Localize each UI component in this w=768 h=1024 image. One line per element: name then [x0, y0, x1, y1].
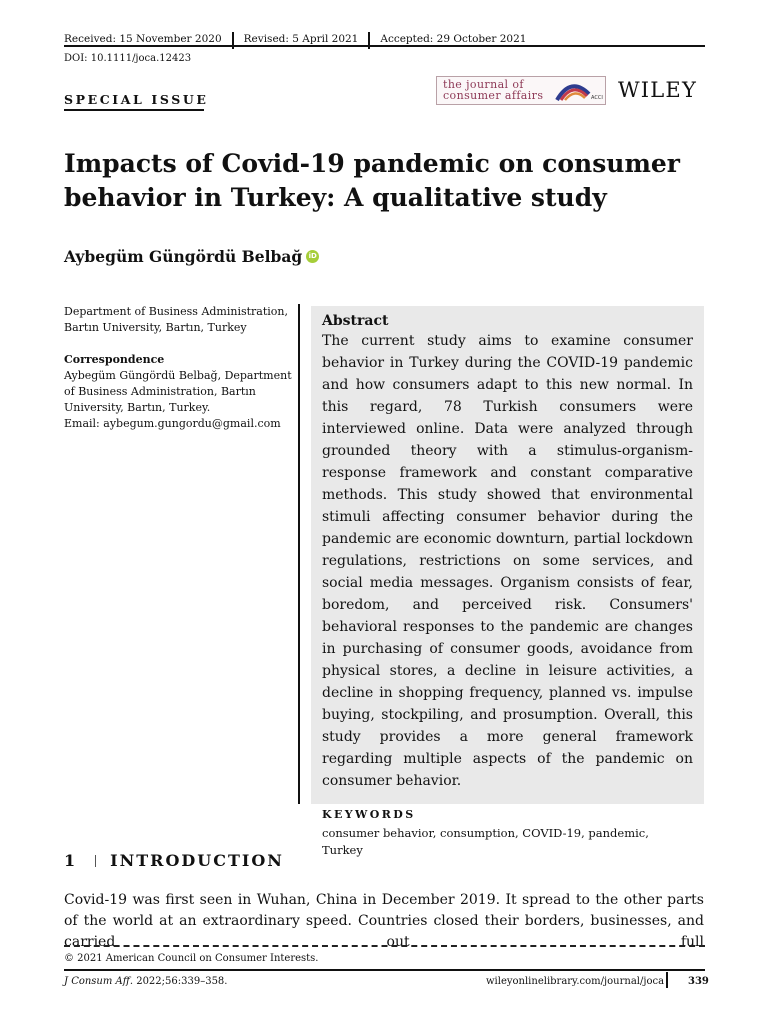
- keywords-list: consumer behavior, consumption, COVID-19, pandemic, Turkey: [322, 826, 649, 857]
- page-separator: [666, 972, 668, 988]
- journal-logo-line1: the journal of: [443, 78, 524, 91]
- correspondence-heading: Correspondence: [64, 353, 165, 366]
- section-title: INTRODUCTION: [110, 851, 284, 870]
- affiliation-text: Department of Business Administration, Bartın University, Bartın, Turkey: [64, 305, 289, 334]
- received-date: Received: 15 November 2020: [64, 32, 222, 45]
- footer-dashed-rule: [64, 945, 705, 947]
- keywords-heading: KEYWORDS: [322, 808, 416, 821]
- section-underline: [64, 109, 204, 111]
- publisher-logo[interactable]: WILEY: [618, 78, 698, 102]
- top-rule: [64, 45, 705, 47]
- page-number: 339: [688, 976, 709, 987]
- abstract-text: The current study aims to examine consumer behavior in Turkey during the COVID-19 pandemic and how consumers adapt to this new normal. In this regard, 78 Turkish consumers were interviewed online. Data were analyzed through grounded theory with a stimulus-organism-response framework and constant comparative methods. This study showed that environmental stimuli affecting consumer behavior during the pandemic are economic downturn, partial lockdown regulations, restrictions on some services, and social media messages. Organism consists of fear, boredom, and perceived risk. Consumers' behavioral responses to the pandemic are changes in purchasing of consumer goods, avoidance from physical stores, a decline in leisure activities, a decline in shopping frequency, planned vs. impulse buying, stockpiling, and prosumption. Overall, this study provides a more general framework regarding multiple aspects of the pandemic on consumer behavior.: [322, 333, 693, 789]
- journal-abbreviation: J Consum Aff.: [64, 976, 134, 987]
- doi-link[interactable]: DOI: 10.1111/joca.12423: [64, 53, 192, 64]
- abstract-box: [311, 306, 704, 857]
- abstract-heading: Abstract: [322, 313, 389, 329]
- introduction-paragraph: Covid-19 was first seen in Wuhan, China in December 2019. It spread to the other parts of the world at an extraordinary speed. Countries closed their borders, businesses, and carried out full: [64, 892, 704, 950]
- section-heading-introduction: [64, 851, 284, 870]
- correspondence-email[interactable]: Email: aybegum.gungordu@gmail.com: [64, 417, 281, 430]
- column-divider: [298, 304, 300, 804]
- journal-website-link[interactable]: wileyonlinelibrary.com/journal/joca: [486, 976, 665, 987]
- orcid-icon[interactable]: iD: [306, 250, 319, 263]
- affiliation-column: [64, 304, 292, 432]
- journal-arch-icon: [555, 78, 603, 102]
- footer-rule: [64, 969, 705, 971]
- section-label: SPECIAL ISSUE: [64, 92, 209, 107]
- journal-logo-mark: ACCI: [591, 95, 603, 101]
- citation-details: 2022;56:339–358.: [133, 976, 228, 987]
- journal-logo-line2: consumer affairs: [443, 89, 544, 102]
- correspondence-text: Aybegüm Güngördü Belbağ, Department of Business Administration, Bartın University, Bartın, Turkey.: [64, 369, 292, 414]
- journal-citation: [64, 976, 227, 987]
- accepted-date: Accepted: 29 October 2021: [380, 32, 527, 45]
- copyright-notice: © 2021 American Council on Consumer Interests.: [64, 953, 319, 964]
- journal-logo[interactable]: [436, 76, 606, 105]
- section-number: 1: [64, 851, 78, 870]
- heading-separator: [95, 855, 96, 867]
- author-line: [64, 247, 319, 266]
- article-title: Impacts of Covid-19 pandemic on consumer behavior in Turkey: A qualitative study: [64, 149, 680, 212]
- revised-date: Revised: 5 April 2021: [243, 32, 359, 45]
- author-name[interactable]: Aybegüm Güngördü Belbağ: [64, 247, 303, 266]
